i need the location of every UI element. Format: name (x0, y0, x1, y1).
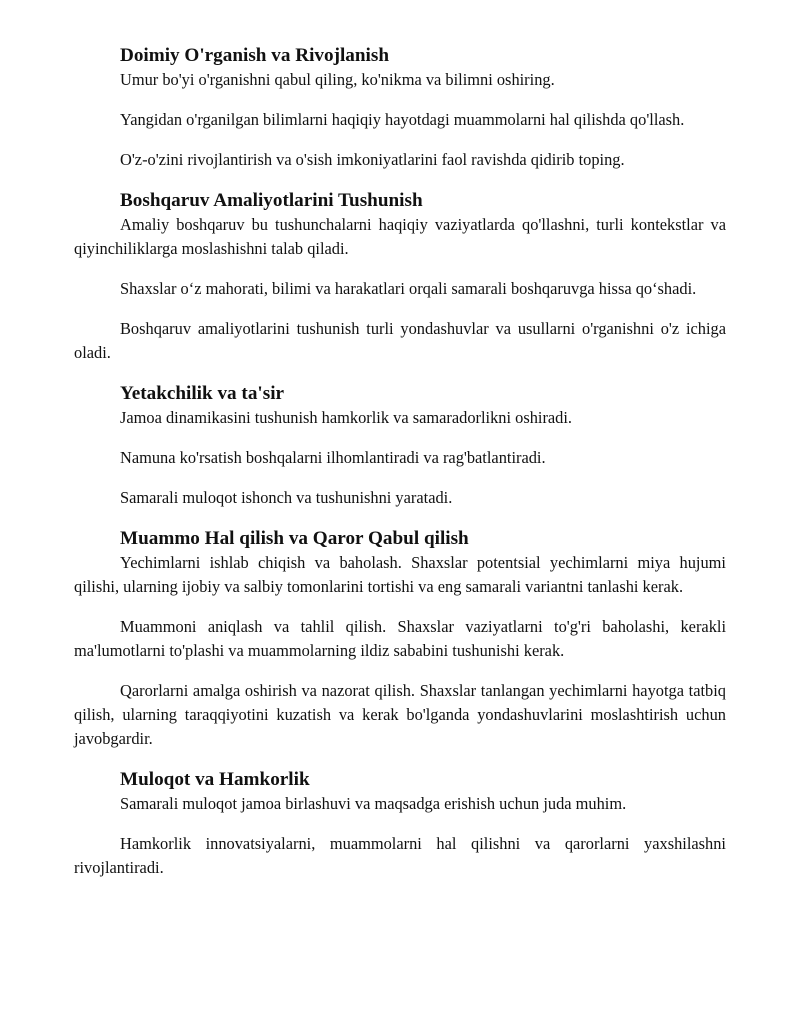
paragraph: Yangidan o'rganilgan bilimlarni haqiqiy hayotdagi muammolarni hal qilishda qo'llash. (120, 110, 685, 129)
section-communication (74, 768, 726, 880)
paragraph: Hamkorlik innovatsiyalarni, muammolarni hal qilishni va qarorlarni yaxshilashni rivojlantiradi. (74, 834, 726, 877)
paragraph: Boshqaruv amaliyotlarini tushunish turli yondashuvlar va usullarni o'rganishni o'z ichiga oladi. (74, 319, 726, 362)
paragraph: Yechimlarni ishlab chiqish va baholash. Shaxslar potentsial yechimlarni miya hujumi qilishi, ularning ijobiy va salbiy tomonlarini tortishi va eng samarali variantni tanlashi kerak. (74, 553, 726, 596)
section-management-practices (74, 189, 726, 365)
paragraph: Amaliy boshqaruv bu tushunchalarni haqiqiy vaziyatlarda qo'llashni, turli kontekstlar va qiyinchiliklarga moslashishni talab qiladi. (74, 215, 726, 258)
section-heading: Muammo Hal qilish va Qaror Qabul qilish (120, 528, 469, 549)
paragraph: Namuna ko'rsatish boshqalarni ilhomlantiradi va rag'batlantiradi. (120, 448, 546, 467)
paragraph: Umur bo'yi o'rganishni qabul qiling, ko'nikma va bilimni oshiring. (120, 70, 555, 89)
section-heading: Doimiy O'rganish va Rivojlanish (120, 45, 389, 66)
section-heading: Boshqaruv Amaliyotlarini Tushunish (120, 190, 423, 211)
section-continuous-learning (74, 44, 726, 172)
document-page (74, 44, 726, 897)
paragraph: O'z-o'zini rivojlantirish va o'sish imkoniyatlarini faol ravishda qidirib toping. (120, 150, 625, 169)
paragraph: Muammoni aniqlash va tahlil qilish. Shaxslar vaziyatlarni to'g'ri baholashi, kerakli ma'lumotlarni to'plashi va muammolarning ildiz sababini tushunishi kerak. (74, 617, 726, 660)
section-heading: Yetakchilik va ta'sir (120, 383, 285, 404)
section-heading: Muloqot va Hamkorlik (120, 769, 310, 790)
section-problem-solving (74, 527, 726, 751)
paragraph: Samarali muloqot jamoa birlashuvi va maqsadga erishish uchun juda muhim. (120, 794, 627, 813)
paragraph: Shaxslar o‘z mahorati, bilimi va harakatlari orqali samarali boshqaruvga hissa qo‘shadi. (120, 279, 697, 298)
paragraph: Qarorlarni amalga oshirish va nazorat qilish. Shaxslar tanlangan yechimlarni hayotga tatbiq qilish, ularning taraqqiyotini kuzatish va kerak bo'lganda yondashuvlarini moslashtirish uchun javobgardir. (74, 681, 726, 748)
paragraph: Jamoa dinamikasini tushunish hamkorlik va samaradorlikni oshiradi. (120, 408, 573, 427)
section-leadership (74, 382, 726, 510)
paragraph: Samarali muloqot ishonch va tushunishni yaratadi. (120, 488, 453, 507)
